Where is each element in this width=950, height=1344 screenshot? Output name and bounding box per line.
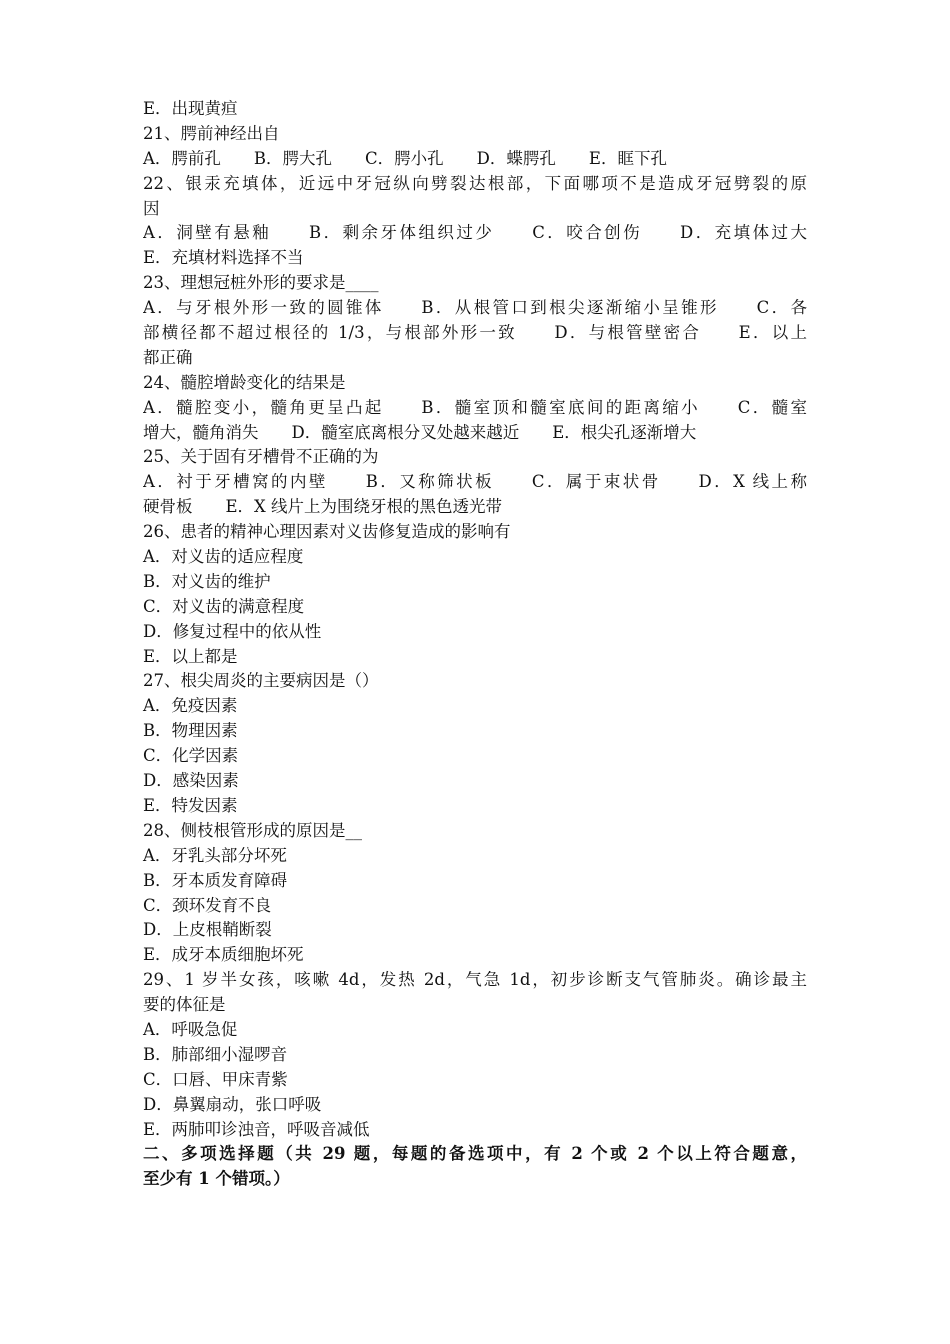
option-27-b: B．物理因素 [143,721,238,741]
options-23-end: 都正确 [143,347,193,367]
option-28-b: B．牙本质发育障碍 [143,870,288,890]
section-heading-cont: 至少有 1 个错项。） [143,1169,290,1189]
options-22-cont: E．充填材料选择不当 [143,248,304,268]
option-27-e: E．特发因素 [143,795,238,815]
section-heading: 二、多项选择题（共 29 题，每题的备选项中，有 2 个或 2 个以上符合题意， [143,1144,807,1164]
option-26-a: A．对义齿的适应程度 [143,547,304,567]
options-24: A．髓腔变小，髓角更呈凸起 B．髓室顶和髓室底间的距离缩小 C．髓室 [143,397,807,417]
option-26-e: E．以上都是 [143,646,238,666]
option-27-c: C．化学因素 [143,746,239,766]
options-24-cont: 增大，髓角消失 D．髓室底离根分叉处越来越近 E．根尖孔逐渐增大 [143,422,697,442]
option-29-e: E．两肺叩诊浊音，呼吸音减低 [143,1119,370,1139]
options-23: A．与牙根外形一致的圆锥体 B．从根管口到根尖逐渐缩小呈锥形 C．各 [143,298,807,318]
option-29-a: A．呼吸急促 [143,1019,238,1039]
document-page [143,97,807,1192]
question-21: 21、腭前神经出自 [143,123,280,143]
question-28: 28、侧枝根管形成的原因是__ [143,820,362,840]
options-23-cont: 部横径都不超过根径的 1/3，与根部外形一致 D．与根管壁密合 E．以上 [143,323,807,343]
question-25: 25、关于固有牙槽骨不正确的为 [143,447,379,467]
option-28-d: D．上皮根鞘断裂 [143,920,272,940]
option-28-a: A．牙乳头部分坏死 [143,845,287,865]
option-26-b: B．对义齿的维护 [143,571,271,591]
options-21: A．腭前孔 B．腭大孔 C．腭小孔 D．蝶腭孔 E．眶下孔 [143,148,667,168]
question-22: 22、银汞充填体，近远中牙冠纵向劈裂达根部，下面哪项不是造成牙冠劈裂的原 [143,173,807,193]
option-28-c: C．颈环发育不良 [143,895,272,915]
options-22: A．洞壁有悬釉 B．剩余牙体组织过少 C．咬合创伤 D．充填体过大 [143,223,807,243]
option-27-d: D．感染因素 [143,771,239,791]
option-26-c: C．对义齿的满意程度 [143,596,305,616]
text-line: E．出现黄疸 [143,99,238,118]
option-29-d: D．鼻翼扇动，张口呼吸 [143,1094,322,1114]
question-24: 24、髓腔增龄变化的结果是 [143,372,346,392]
option-27-a: A．免疫因素 [143,696,238,716]
options-25-cont: 硬骨板 E．X 线片上为围绕牙根的黑色透光带 [143,497,503,517]
question-27: 27、根尖周炎的主要病因是（） [143,671,379,691]
question-22-cont: 因 [143,198,160,218]
question-23: 23、理想冠桩外形的要求是____ [143,273,379,293]
option-26-d: D．修复过程中的依从性 [143,621,322,641]
option-28-e: E．成牙本质细胞坏死 [143,945,304,965]
question-26: 26、患者的精神心理因素对义齿修复造成的影响有 [143,522,511,542]
option-29-b: B．肺部细小湿啰音 [143,1044,288,1064]
options-25: A．衬于牙槽窝的内壁 B．又称筛状板 C．属于束状骨 D．X 线上称 [143,472,807,492]
option-29-c: C．口唇、甲床青紫 [143,1069,288,1089]
question-29-cont: 要的体征是 [143,995,226,1015]
question-29: 29、1 岁半女孩，咳嗽 4d，发热 2d，气急 1d，初步诊断支气管肺炎。确诊最主 [143,970,807,990]
